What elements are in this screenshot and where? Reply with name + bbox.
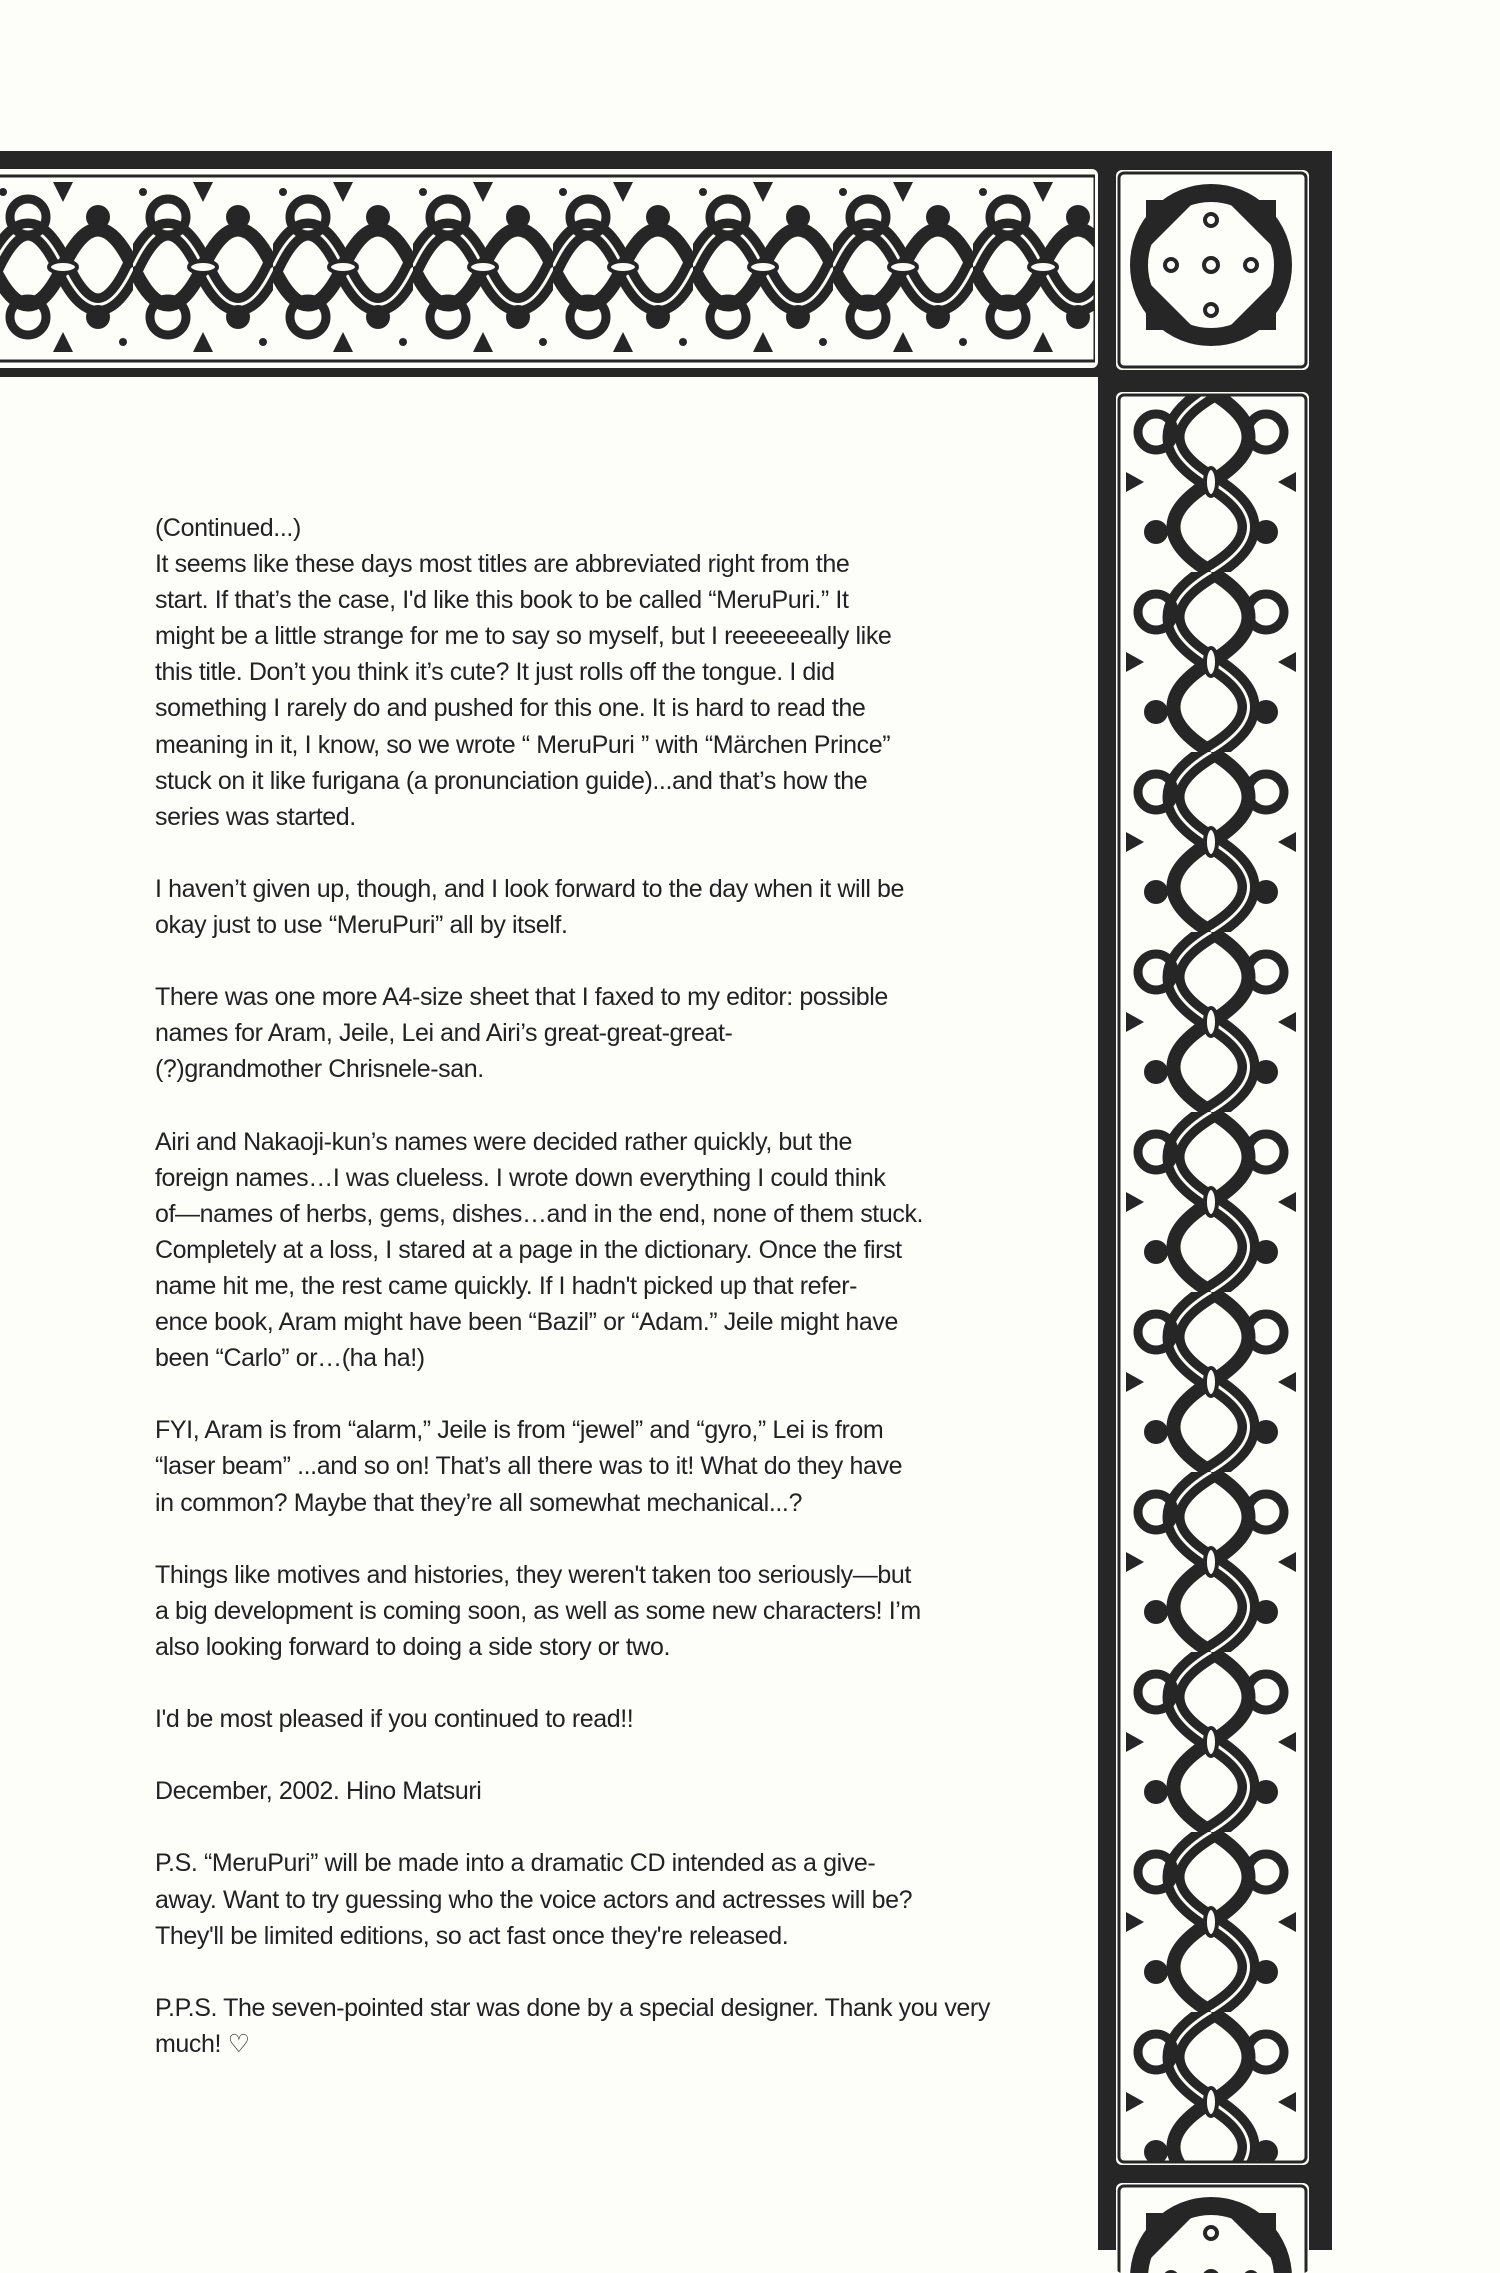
text-line: might be a little strange for me to say so myself, but I reeeeeeally like [155, 622, 892, 651]
afterword-text [155, 510, 1095, 2062]
paragraph [155, 1701, 1095, 1737]
arabesque-ornament-icon [0, 172, 1095, 365]
text-line: of—names of herbs, gems, dishes…and in the end, none of them stuck. [155, 1199, 924, 1228]
text-line: foreign names…I was clueless. I wrote down everything I could think [155, 1163, 886, 1192]
paragraph-gap [155, 1088, 1095, 1124]
text-line: December, 2002. Hino Matsuri [155, 1777, 482, 1806]
text-line: been “Carlo” or…(ha ha!) [155, 1344, 425, 1373]
paragraph-gap [155, 1376, 1095, 1412]
paragraph-gap [155, 1809, 1095, 1845]
paragraph [155, 1990, 1095, 2062]
text-line: name hit me, the rest came quickly. If I hadn't picked up that refer- [155, 1271, 858, 1300]
paragraph [155, 1412, 1095, 1520]
text-line: ence book, Aram might have been “Bazil” or “Adam.” Jeile might have [155, 1308, 899, 1337]
text-line: in common? Maybe that they’re all somewhat mechanical...? [155, 1488, 802, 1517]
text-line: stuck on it like furigana (a pronunciation guide)...and that’s how the [155, 766, 868, 795]
medallion-ornament-icon [1116, 2183, 1309, 2273]
paragraph-gap [155, 943, 1095, 979]
paragraph-gap [155, 1954, 1095, 1990]
paragraph [155, 1773, 1095, 1809]
text-line: “laser beam” ...and so on! That’s all there was to it! What do they have [155, 1452, 903, 1481]
text-line: I'd be most pleased if you continued to read!! [155, 1705, 634, 1734]
text-line: okay just to use “MeruPuri” all by itself. [155, 911, 568, 940]
text-line: P.S. “MeruPuri” will be made into a dramatic CD intended as a give- [155, 1849, 876, 1878]
paragraph-gap [155, 1521, 1095, 1557]
text-line: (?)grandmother Chrisnele-san. [155, 1055, 484, 1084]
text-line: FYI, Aram is from “alarm,” Jeile is from “jewel” and “gyro,” Lei is from [155, 1416, 884, 1445]
text-line: meaning in it, I know, so we wrote “ MeruPuri ” with “Märchen Prince” [155, 730, 891, 759]
text-line: There was one more A4-size sheet that I faxed to my editor: possible [155, 983, 888, 1012]
text-line: I haven’t given up, though, and I look forward to the day when it will be [155, 874, 905, 903]
text-line: They'll be limited editions, so act fast once they're released. [155, 1921, 789, 1950]
text-line: a big development is coming soon, as well as some new characters! I’m [155, 1596, 921, 1625]
corner-ornament-panel [1116, 170, 1309, 370]
paragraph [155, 1124, 1095, 1377]
text-line: It seems like these days most titles are abbreviated right from the [155, 550, 850, 579]
top-ornament-panel [0, 169, 1098, 368]
paragraph-gap [155, 1665, 1095, 1701]
text-line: this title. Don’t you think it’s cute? It just rolls off the tongue. I did [155, 658, 835, 687]
paragraph [155, 510, 1095, 835]
text-line: away. Want to try guessing who the voice actors and actresses will be? [155, 1885, 913, 1914]
text-line: Completely at a loss, I stared at a page in the dictionary. Once the first [155, 1235, 902, 1264]
bottom-corner-ornament-panel [1116, 2183, 1309, 2273]
text-line: much! ♡ [155, 2029, 250, 2058]
text-line: Airi and Nakaoji-kun’s names were decided rather quickly, but the [155, 1127, 853, 1156]
text-line: start. If that’s the case, I'd like this book to be called “MeruPuri.” It [155, 586, 849, 615]
paragraph [155, 1557, 1095, 1665]
paragraph [155, 979, 1095, 1087]
text-line: (Continued...) [155, 514, 301, 542]
arabesque-vertical-ornament-icon [1116, 392, 1309, 2165]
text-line: names for Aram, Jeile, Lei and Airi’s great-great-great- [155, 1019, 733, 1048]
medallion-ornament-icon [1116, 170, 1309, 370]
paragraph [155, 1845, 1095, 1953]
paragraph-gap [155, 1737, 1095, 1773]
text-line: also looking forward to doing a side story or two. [155, 1632, 670, 1661]
text-line: P.P.S. The seven-pointed star was done by a special designer. Thank you very [155, 1993, 990, 2022]
text-line: Things like motives and histories, they weren't taken too seriously—but [155, 1560, 911, 1589]
text-line: series was started. [155, 802, 356, 831]
right-ornament-panel [1116, 392, 1309, 2165]
paragraph-gap [155, 835, 1095, 871]
text-line: something I rarely do and pushed for this one. It is hard to read the [155, 694, 866, 723]
paragraph [155, 871, 1095, 943]
